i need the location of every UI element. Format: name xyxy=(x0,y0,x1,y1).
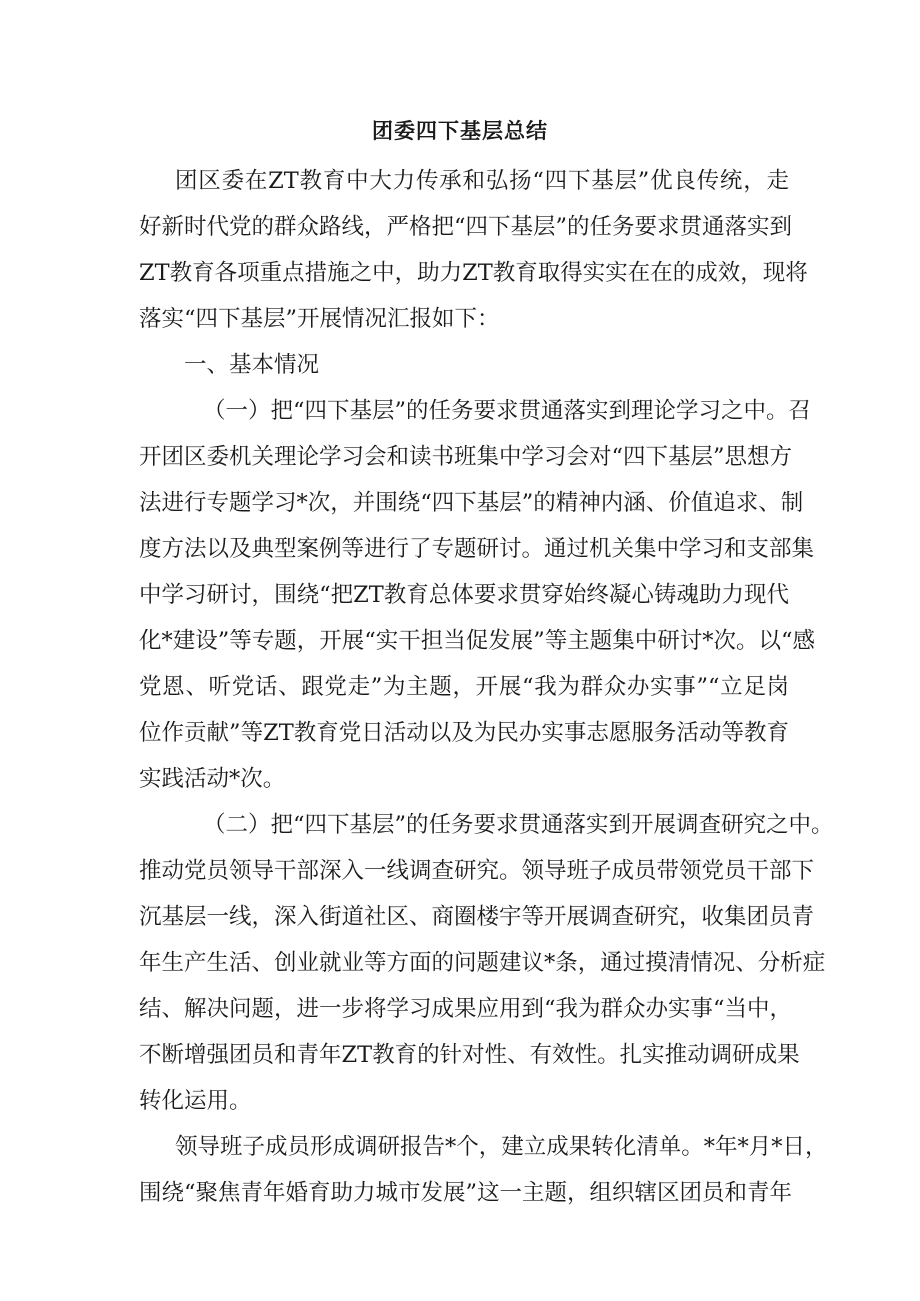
para1-line: 法进行专题学习*次，并围绕“四下基层”的精神内涵、价值追求、制 xyxy=(139,490,804,516)
para3-line: 围绕“聚焦青年婚育助力城市发展”这一主题，组织辖区团员和青年 xyxy=(139,1180,793,1206)
para2-line: 不断增强团员和青年ZT教育的针对性、有效性。扎实推动调研成果 xyxy=(139,1042,800,1068)
para2-line: 沉基层一线，深入街道社区、商圈楼宇等开展调查研究，收集团员青 xyxy=(139,904,815,930)
para3-line: 领导班子成员形成调研报告*个，建立成果转化清单。*年*月*日， xyxy=(175,1134,828,1160)
para1-line: 化*建设”等专题，开展“实干担当促发展”等主题集中研讨*次。以“感 xyxy=(139,628,816,654)
para2-line: 转化运用。 xyxy=(139,1088,252,1114)
para1-line: 实践活动*次。 xyxy=(139,766,286,792)
intro-line: 好新时代党的群众路线，严格把“四下基层”的任务要求贯通落实到 xyxy=(139,214,793,240)
para1-line: 党恩、听党话、跟党走”为主题，开展“我为群众办实事”“立足岗 xyxy=(139,674,789,700)
para2-line: 年生产生活、创业就业等方面的问题建议*条，通过摸清情况、分析症 xyxy=(139,950,826,976)
intro-line: 团区委在ZT教育中大力传承和弘扬“四下基层”优良传统，走 xyxy=(175,168,789,194)
intro-line: 落实“四下基层”开展情况汇报如下： xyxy=(139,306,500,332)
para2-line: 推动党员领导干部深入一线调查研究。领导班子成员带领党员干部下 xyxy=(139,858,815,884)
para1-line: 位作贡献”等ZT教育党日活动以及为民办实事志愿服务活动等教育 xyxy=(139,720,789,746)
para1-line: 开团区委机关理论学习会和读书班集中学习会对“四下基层”思想方 xyxy=(139,444,793,470)
para2-line: 结、解决问题，进一步将学习成果应用到“我为群众办实事“当中， xyxy=(139,996,793,1022)
intro-line: ZT教育各项重点措施之中，助力ZT教育取得实实在在的成效，现将 xyxy=(139,260,808,286)
para1-line: 中学习研讨，围绕“把ZT教育总体要求贯穿始终凝心铸魂助力现代 xyxy=(139,582,789,608)
para1-line: （一）把“四下基层”的任务要求贯通落实到理论学习之中。召 xyxy=(203,398,812,424)
section-heading: 一、基本情况 xyxy=(184,352,320,378)
document-title: 团委四下基层总结 xyxy=(372,118,548,143)
para2-line: （二）把“四下基层”的任务要求贯通落实到开展调查研究之中。 xyxy=(203,812,834,838)
para1-line: 度方法以及典型案例等进行了专题研讨。通过机关集中学习和支部集 xyxy=(139,536,815,562)
